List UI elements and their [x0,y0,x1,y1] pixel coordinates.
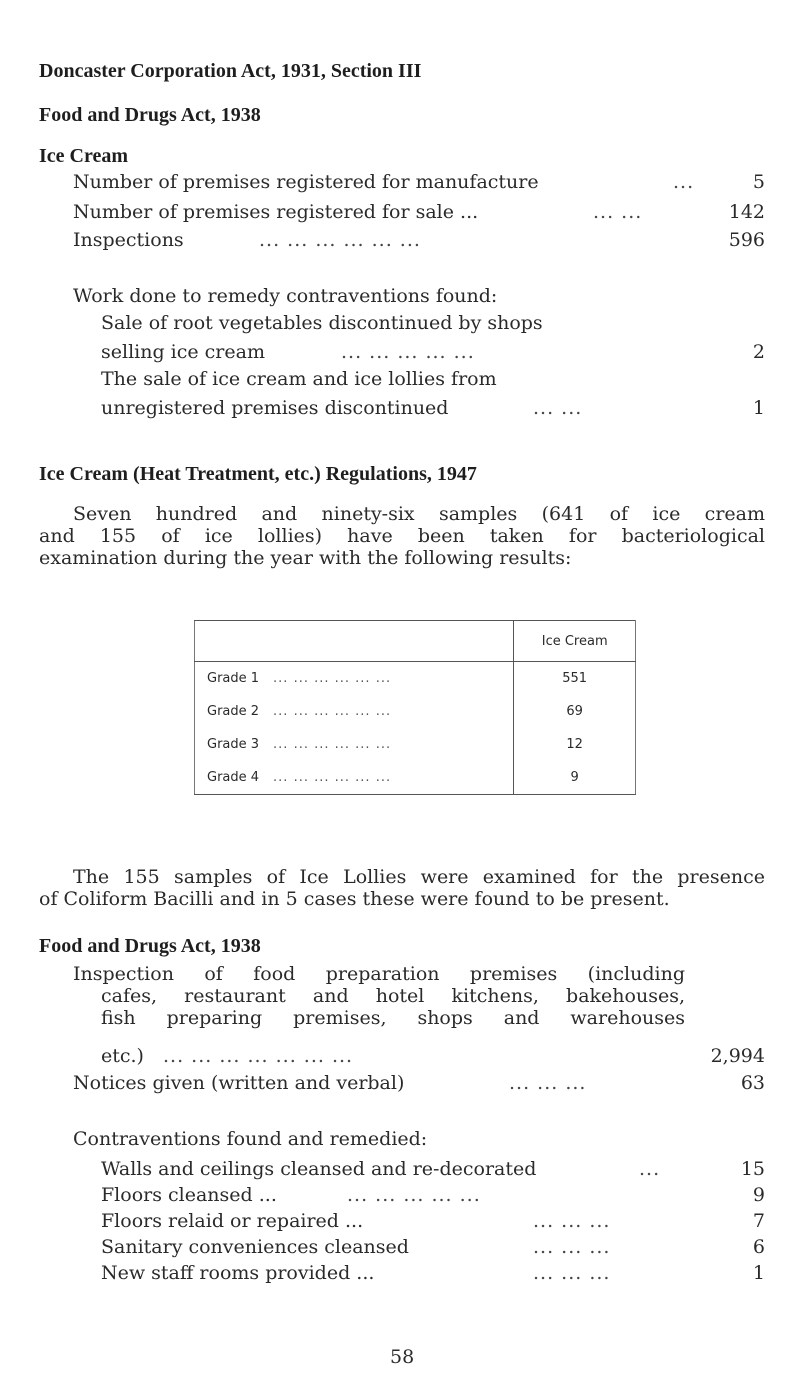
leader-dots: ... ... [593,201,643,223]
contravention-value: 1 [752,1262,765,1284]
act-heading: Doncaster Corporation Act, 1931, Section III [39,60,422,82]
grade-label: Grade 4 [207,770,260,785]
table-row [195,695,636,728]
stat-value: 142 [728,201,765,223]
grade-value: 9 [514,761,636,795]
work-item-label: unregistered premises discontinued [101,397,449,419]
inspection-etc: etc.) [101,1045,144,1067]
contravention-value: 15 [740,1158,765,1180]
leader-dots: ... ... ... ... ... ... [273,671,392,686]
table-row [195,662,636,696]
leader-dots: ... ... ... ... ... ... [273,737,392,752]
stat-value: 596 [728,229,765,251]
table-header-blank [195,621,514,662]
table-row [195,761,636,795]
leader-dots: ... ... [533,397,583,419]
leader-dots: ... ... ... [509,1072,587,1094]
leader-dots: ... ... ... ... ... ... ... [163,1045,354,1067]
work-item-label: selling ice cream [101,341,265,363]
work-item-value: 1 [752,397,765,419]
lollies-paragraph [39,866,765,910]
leader-dots: ... ... ... [533,1210,611,1232]
contraventions-intro: Contraventions found and remedied: [73,1128,428,1150]
para-line: cafes, restaurant and hotel kitchens, bakehouses, [101,985,685,1007]
para-line: Seven hundred and ninety-six samples (641 of ice cream [73,503,765,525]
contravention-label: Floors relaid or repaired ... [101,1210,364,1232]
leader-dots: ... [673,171,695,193]
contravention-value: 7 [752,1210,765,1232]
table-header-row [195,621,636,662]
grade-value: 69 [514,695,636,728]
inspection-paragraph [73,963,685,1029]
stat-value: 5 [752,171,765,193]
contravention-label: New staff rooms provided ... [101,1262,375,1284]
leader-dots: ... ... ... ... ... ... [259,229,421,251]
work-item-line: The sale of ice cream and ice lollies from [101,368,497,390]
grade-value: 12 [514,728,636,761]
food-drugs-section-heading: Food and Drugs Act, 1938 [39,935,261,957]
stat-label: Number of premises registered for manufacture [73,171,539,193]
regulations-heading: Ice Cream (Heat Treatment, etc.) Regulations, 1947 [39,463,477,485]
work-item-line: Sale of root vegetables discontinued by shops [101,312,543,334]
para-line: of Coliform Bacilli and in 5 cases these were found to be present. [39,888,670,910]
leader-dots: ... ... ... ... ... [347,1184,481,1206]
contravention-label: Floors cleansed ... [101,1184,277,1206]
contravention-value: 9 [752,1184,765,1206]
stat-label: Number of premises registered for sale ... [73,201,479,223]
para-line: The 155 samples of Ice Lollies were examined for the presence [73,866,765,888]
leader-dots: ... [639,1158,661,1180]
contravention-label: Walls and ceilings cleansed and re-decorated [101,1158,537,1180]
grade-label: Grade 3 [207,737,260,752]
page-number: 58 [390,1346,415,1368]
para-line: and 155 of ice lollies) have been taken for bacteriological [39,525,765,547]
food-drugs-heading: Food and Drugs Act, 1938 [39,104,261,126]
work-intro: Work done to remedy contraventions found: [73,285,498,307]
para-line: fish preparing premises, shops and warehouses [101,1007,685,1029]
notices-label: Notices given (written and verbal) [73,1072,405,1094]
leader-dots: ... ... ... ... ... ... [273,704,392,719]
notices-value: 63 [740,1072,765,1094]
leader-dots: ... ... ... [533,1262,611,1284]
grades-table [194,620,636,795]
table-header-ice-cream: Ice Cream [514,621,636,662]
work-item-value: 2 [752,341,765,363]
contravention-label: Sanitary conveniences cleansed [101,1236,409,1258]
grade-label: Grade 2 [207,704,260,719]
leader-dots: ... ... ... ... ... [341,341,475,363]
contravention-value: 6 [752,1236,765,1258]
leader-dots: ... ... ... [533,1236,611,1258]
leader-dots: ... ... ... ... ... ... [273,770,392,785]
grade-value: 551 [514,662,636,696]
stat-label: Inspections [73,229,184,251]
grade-label: Grade 1 [207,671,260,686]
ice-cream-heading: Ice Cream [39,145,129,167]
inspection-value: 2,994 [710,1045,765,1067]
table-row [195,728,636,761]
regulations-paragraph [39,503,765,569]
para-line: Inspection of food preparation premises (including [73,963,685,985]
para-line: examination during the year with the following results: [39,547,572,569]
